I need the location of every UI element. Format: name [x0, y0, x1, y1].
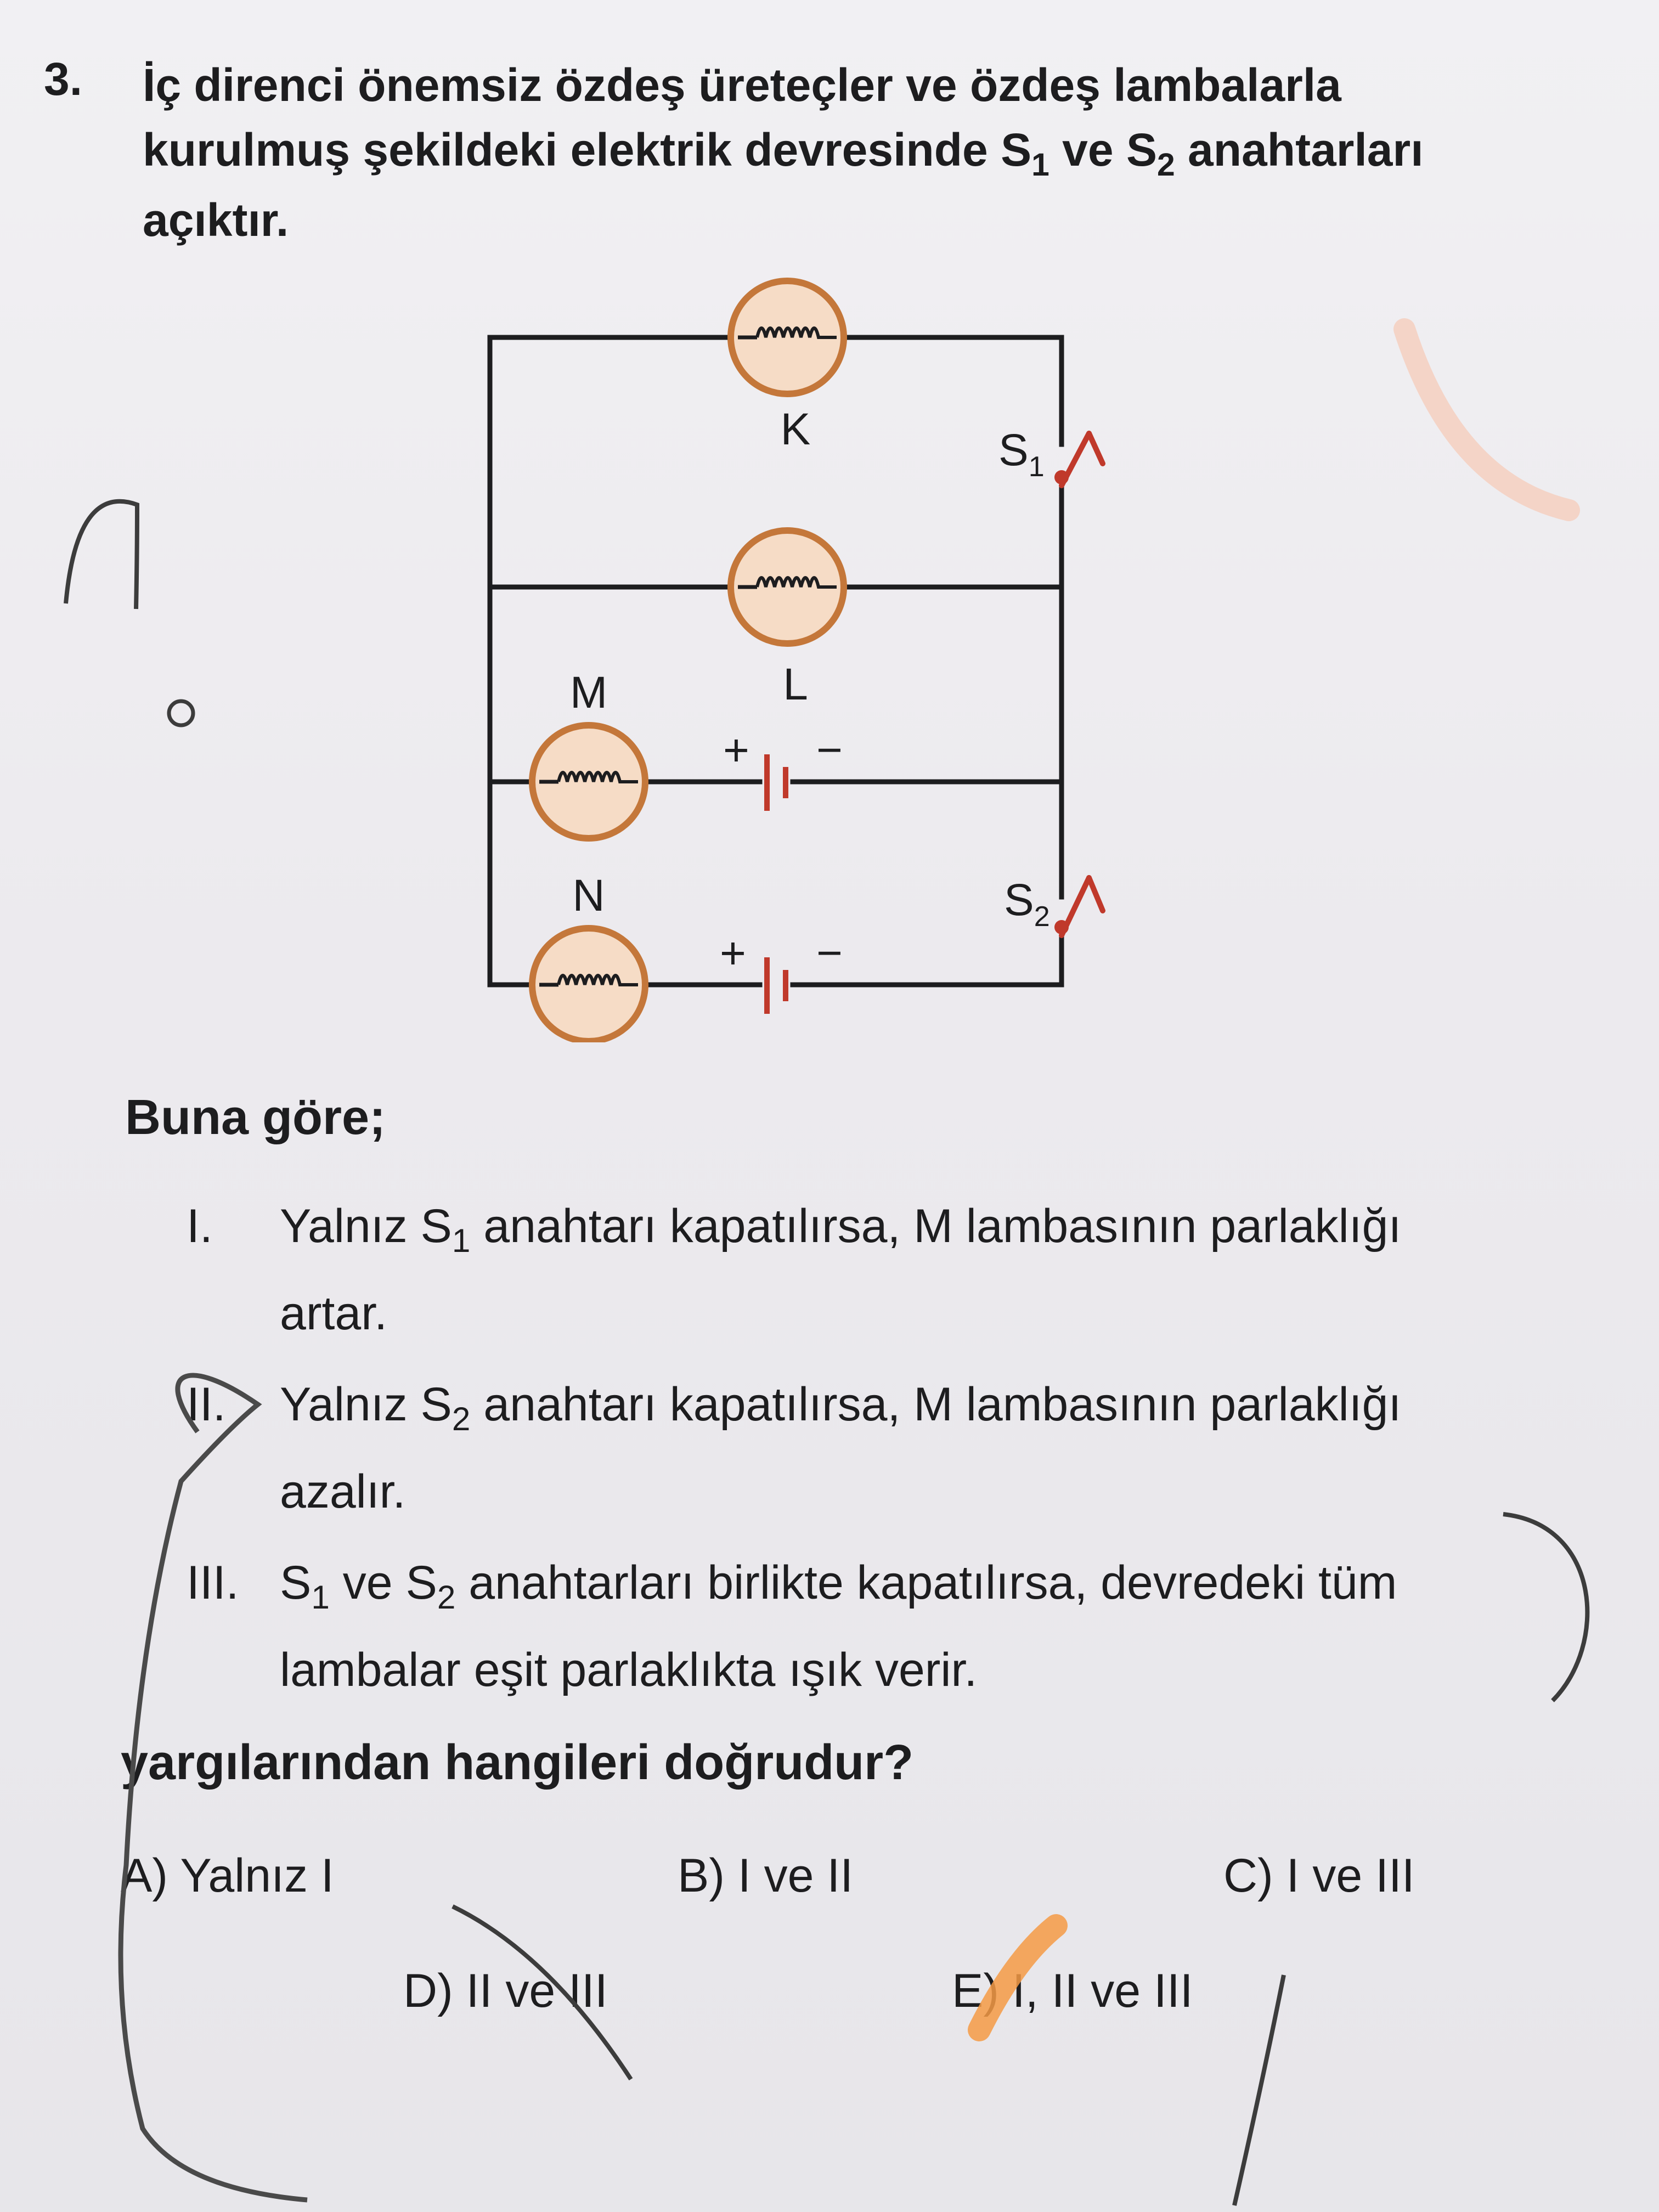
- option-c[interactable]: C) I ve III: [1223, 1849, 1415, 1902]
- pen-right-arc: [1503, 1514, 1587, 1701]
- label-m: M: [569, 668, 608, 718]
- battery-upper-plus: +: [723, 725, 749, 775]
- lamp-m: [532, 725, 645, 838]
- lamp-k: [731, 281, 844, 394]
- label-s1: $S_1$: [998, 425, 1045, 483]
- question-line-2: kurulmuş şekildeki elektrik devresinde $S_1$ ve $S_2$ anahtarları: [143, 124, 1424, 183]
- lamp-l: [731, 531, 844, 644]
- option-e[interactable]: E) I, II ve III: [952, 1965, 1193, 2017]
- battery-lower-plus: +: [720, 928, 746, 978]
- statement-1: I. Yalnız $S_1$ anahtarı kapatılırsa, M lambasının parlaklığı artar.: [187, 1200, 1402, 1340]
- lead-text: Buna göre;: [125, 1090, 386, 1145]
- label-l: L: [783, 659, 808, 709]
- option-b[interactable]: B) I ve II: [678, 1849, 854, 1902]
- circuit-diagram: [0, 0, 1659, 1042]
- option-d[interactable]: D) II ve III: [403, 1965, 608, 2017]
- statement-3: III. $S_1$ ve $S_2$ anahtarları birlikte kapatılırsa, devredeki tüm lambalar eşit parlaklıkta ışık verir.: [187, 1556, 1397, 1696]
- battery-upper-minus: −: [816, 725, 843, 775]
- lamp-n: [532, 928, 645, 1041]
- battery-upper: [767, 754, 786, 811]
- question-number: 3.: [44, 53, 83, 105]
- option-a[interactable]: A) Yalnız I: [121, 1849, 334, 1902]
- label-n: N: [572, 871, 605, 921]
- battery-lower-minus: −: [816, 928, 843, 978]
- statement-2: II. Yalnız $S_2$ anahtarı kapatılırsa, M lambasının parlaklığı azalır.: [187, 1378, 1402, 1518]
- label-k: K: [780, 404, 811, 454]
- question-line-3: açıktır.: [143, 194, 289, 246]
- battery-lower: [767, 957, 786, 1014]
- question-prompt: yargılarından hangileri doğrudur?: [121, 1735, 914, 1790]
- pen-line-right: [1234, 1975, 1284, 2205]
- label-s2: $S_2$: [1004, 875, 1050, 933]
- question-line-1: İç direnci önemsiz özdeş üreteçler ve özdeş lambalarla: [143, 59, 1341, 111]
